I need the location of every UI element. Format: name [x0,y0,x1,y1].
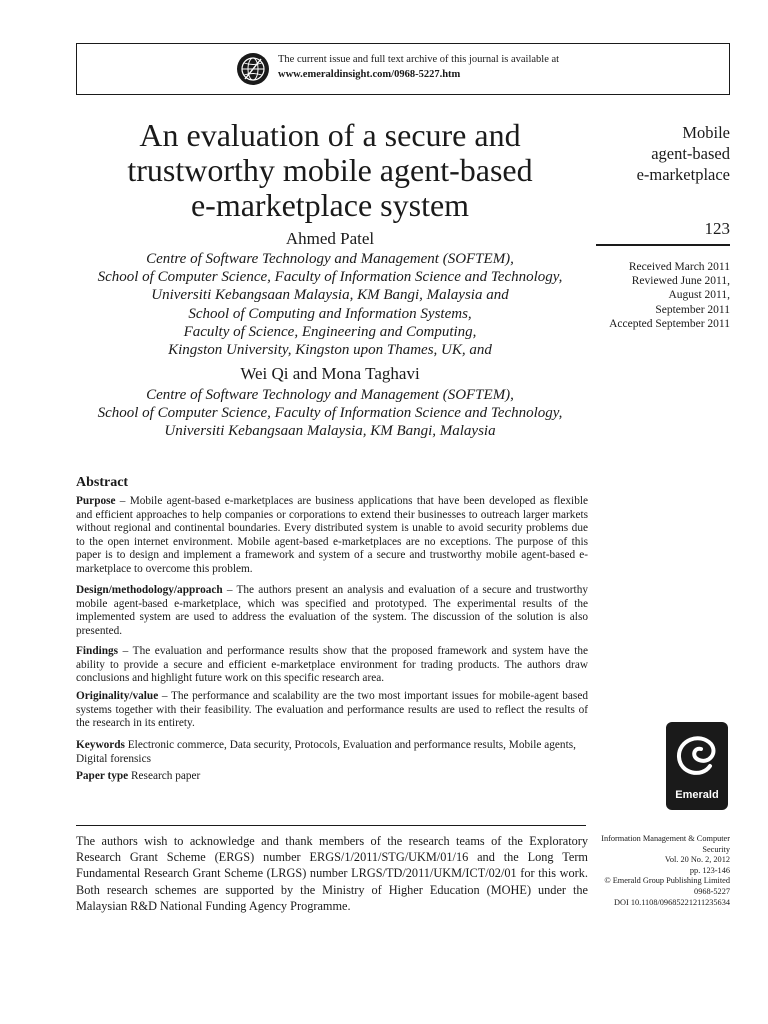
acknowledgement-text: The authors wish to acknowledge and thank members of the research teams of the Exploratory Research Grant Scheme (ERGS) number ERGS/1/2011/STG/UKM/01/16 and the Long Term Fundamental Research Grant Scheme (LRGS) number LRGS/TD/2011/UKM/ICT/02/01 for this work. Both research schemes are supported by the Ministry of Higher Education (MOHE) under the Malaysian R&D National Funding Agency Programme. [76,834,588,913]
journal-info-line: © Emerald Group Publishing Limited [604,876,730,886]
author-name: Ahmed Patel [285,229,375,248]
abstract-purpose [76,495,588,576]
abstract-text: – Mobile agent-based e-marketplaces are business applications that have been developed as flexible and efficient approaches to help companies or corporations to extend their businesses to outreach larger markets without regional and continental boundaries. Every distributed system is unable to avoid security problems due to the open internet environment. Mobile agent-based e-marketplaces are no exceptions. The purpose of this paper is to design and implement a framework and system of a secure and trustworthy mobile agent-based e-marketplace to overcome this problem. [76,495,588,575]
running-title-line: agent-based [651,144,730,163]
page-number-rule [596,244,730,246]
abstract-label: Keywords [76,739,125,751]
affiliation-line: School of Computer Science, Faculty of Information Science and Technology, [97,269,563,286]
abstract-design [76,584,588,638]
journal-info-line: Information Management & Computer [601,834,730,843]
abstract-originality [76,690,588,731]
author-affiliation [60,386,600,441]
abstract-label: Findings [76,645,119,657]
journal-info-line: Security [702,844,730,854]
affiliation-line: Universiti Kebangsaan Malaysia, KM Bangi, Malaysia and [151,287,509,304]
archive-notice-text: The current issue and full text archive of this journal is available at [278,54,560,65]
abstract-text: Research paper [128,770,201,782]
journal-info-line: Vol. 20 No. 2, 2012 [664,855,730,865]
abstract-text: – The evaluation and performance results show that the proposed framework and system have the ability to provide a secure and efficient e-marketplace environment for trading products. The authors draw conclusions and highlight future work on this specific research area. [76,645,588,684]
abstract-label: Purpose [76,495,116,507]
journal-info-line: 0968-5227 [694,886,730,896]
abstract-label: Paper type [76,770,129,782]
abstract-paper-type [76,770,588,784]
abstract-text: – The authors present an analysis and evaluation of a secure and trustworthy mobile agent-based e-marketplace, which was specified and prototyped. The experimental results of the implemented system are used to address the evaluation of the system. The discussion of the solution is also presented. [76,584,588,637]
emerald-globe-icon [236,52,270,86]
journal-info-line: DOI 10.1108/09685221211235634 [614,897,730,907]
running-title [570,122,730,185]
abstract-keywords [76,739,588,766]
abstract-text: Electronic commerce, Data security, Protocols, Evaluation and performance results, Mobile agents, Digital forensics [76,739,576,765]
received-line: September 2011 [655,303,730,316]
journal-info-line: pp. 123-146 [689,865,730,875]
page-number: 123 [704,219,730,238]
footnote-rule [76,825,586,826]
received-line: Reviewed June 2011, [631,275,730,288]
running-title-line: Mobile [682,123,730,142]
abstract-text: – The performance and scalability are the two most important issues for mobile-agent based systems together with their feasibility. The evaluation and performance results are used to reflect the results of the research in its entirety. [76,690,588,729]
affiliation-line: School of Computer Science, Faculty of Information Science and Technology, [97,405,563,422]
received-line: Accepted September 2011 [609,317,730,330]
title-line: An evaluation of a secure and [139,117,521,153]
author-name: Wei Qi and Mona Taghavi [240,364,420,383]
emerald-swirl-icon [666,722,728,788]
title-line: e-marketplace system [190,187,470,223]
received-line: August 2011, [668,289,730,302]
received-dates [560,260,730,331]
abstract-findings [76,645,588,686]
affiliation-line: Centre of Software Technology and Management (SOFTEM), [146,251,514,267]
affiliation-line: Kingston University, Kingston upon Thames, UK, and [168,342,492,359]
journal-archive-notice [278,52,559,82]
affiliation-line: Faculty of Science, Engineering and Computing, [183,323,477,340]
abstract-label: Originality/value [76,690,159,702]
article-title [60,118,600,223]
affiliation-line: Universiti Kebangsaan Malaysia, KM Bangi, Malaysia [164,423,496,440]
title-line: trustworthy mobile agent-based [127,152,533,188]
journal-citation [570,834,730,908]
abstract-heading: Abstract [76,475,129,490]
author-affiliation [60,250,600,359]
archive-url-link[interactable]: www.emeraldinsight.com/0968-5227.htm [278,69,461,80]
received-line: Received March 2011 [628,261,730,273]
running-title-line: e-marketplace [636,165,730,184]
emerald-logo-text: Emerald [675,789,719,801]
affiliation-line: Centre of Software Technology and Management (SOFTEM), [146,387,514,403]
affiliation-line: School of Computing and Information Systems, [188,305,472,322]
abstract-label: Design/methodology/approach [76,584,223,596]
